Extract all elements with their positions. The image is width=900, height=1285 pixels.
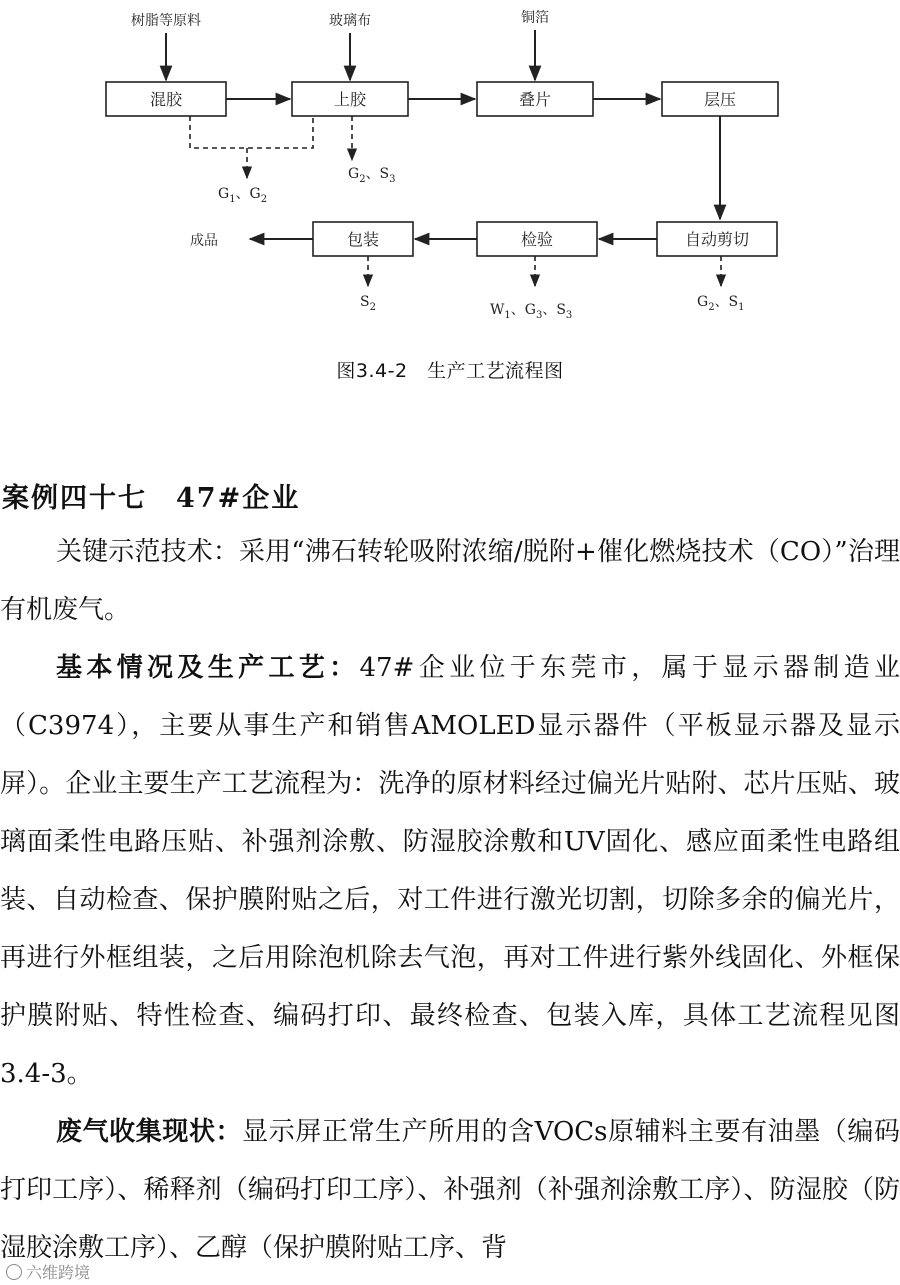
watermark — [6, 1260, 90, 1283]
box-laminating-label: 层压 — [703, 90, 737, 109]
emission-g1g2-label: $G_1$、$G_2$ — [218, 186, 268, 205]
emission-g2s1-label: $G_2$、$S_1$ — [697, 294, 745, 313]
box-stacking-label: 叠片 — [518, 90, 552, 109]
box-auto-cutting-label: 自动剪切 — [684, 230, 750, 249]
dashed-emission-mixing — [190, 116, 313, 148]
box-packaging-label: 包装 — [346, 230, 380, 249]
paragraph-exhaust-collection-text: 显示屏正常生产所用的含VOCs原辅料主要有油墨（编码打印工序）、稀释剂（编码打印工序）、补强剂（补强剂涂敷工序）、防湿胶（防湿胶涂敷工序）、乙醇（保护膜附贴工序、背 — [0, 1117, 900, 1263]
paragraph-basic-info-text: 47#企业位于东莞市，属于显示器制造业（C3974），主要从事生产和销售AMOLED显示器件（平板显示器及显示屏）。企业主要生产工艺流程为：洗净的原材料经过偏光片贴附、芯片压贴、玻璃面柔性电路压贴、补强剂涂敷、防湿胶涂敷和UV固化、感应面柔性电路组装、自动检查、保护膜附贴之后，对工件进行激光切割，切除多余的偏光片，再进行外框组装，之后用除泡机除去气泡，再对工件进行紫外线固化、外框保护膜附贴、特性检查、编码打印、最终检查、包装入库，具体工艺流程见图3.4-3。 — [0, 653, 900, 1089]
process-flow-diagram — [0, 0, 900, 340]
box-gluing-label: 上胶 — [333, 90, 367, 109]
case-title: 案例四十七 47#企业 — [2, 483, 301, 514]
input-glass-cloth-label: 玻璃布 — [329, 13, 371, 29]
watermark-logo-icon — [6, 1264, 22, 1280]
paragraph-exhaust-collection — [0, 1103, 900, 1277]
input-resin-label: 树脂等原料 — [131, 13, 201, 29]
emission-s2-label: $S_2$ — [360, 294, 376, 313]
paragraph-basic-info — [0, 639, 900, 1103]
watermark-text: 六维跨境 — [26, 1263, 91, 1282]
input-copper-foil-label: 铜箔 — [521, 10, 549, 26]
paragraph-basic-info-label: 基本情况及生产工艺： — [56, 653, 360, 683]
box-inspection-label: 检验 — [520, 230, 554, 249]
paragraph-key-technology: 关键示范技术：采用“沸石转轮吸附浓缩/脱附+催化燃烧技术（CO）”治理有机废气。 — [0, 537, 900, 625]
box-mixing-label: 混胶 — [149, 90, 183, 109]
emission-w1g3s3-label: $W_1$、$G_3$、$S_3$ — [490, 302, 573, 321]
emission-g2s3-label: $G_2$、$S_3$ — [348, 166, 396, 185]
finished-product-label: 成品 — [190, 233, 218, 249]
figure-caption: 图3.4-2 生产工艺流程图 — [336, 360, 564, 382]
paragraph-exhaust-collection-label: 废气收集现状： — [56, 1117, 243, 1147]
